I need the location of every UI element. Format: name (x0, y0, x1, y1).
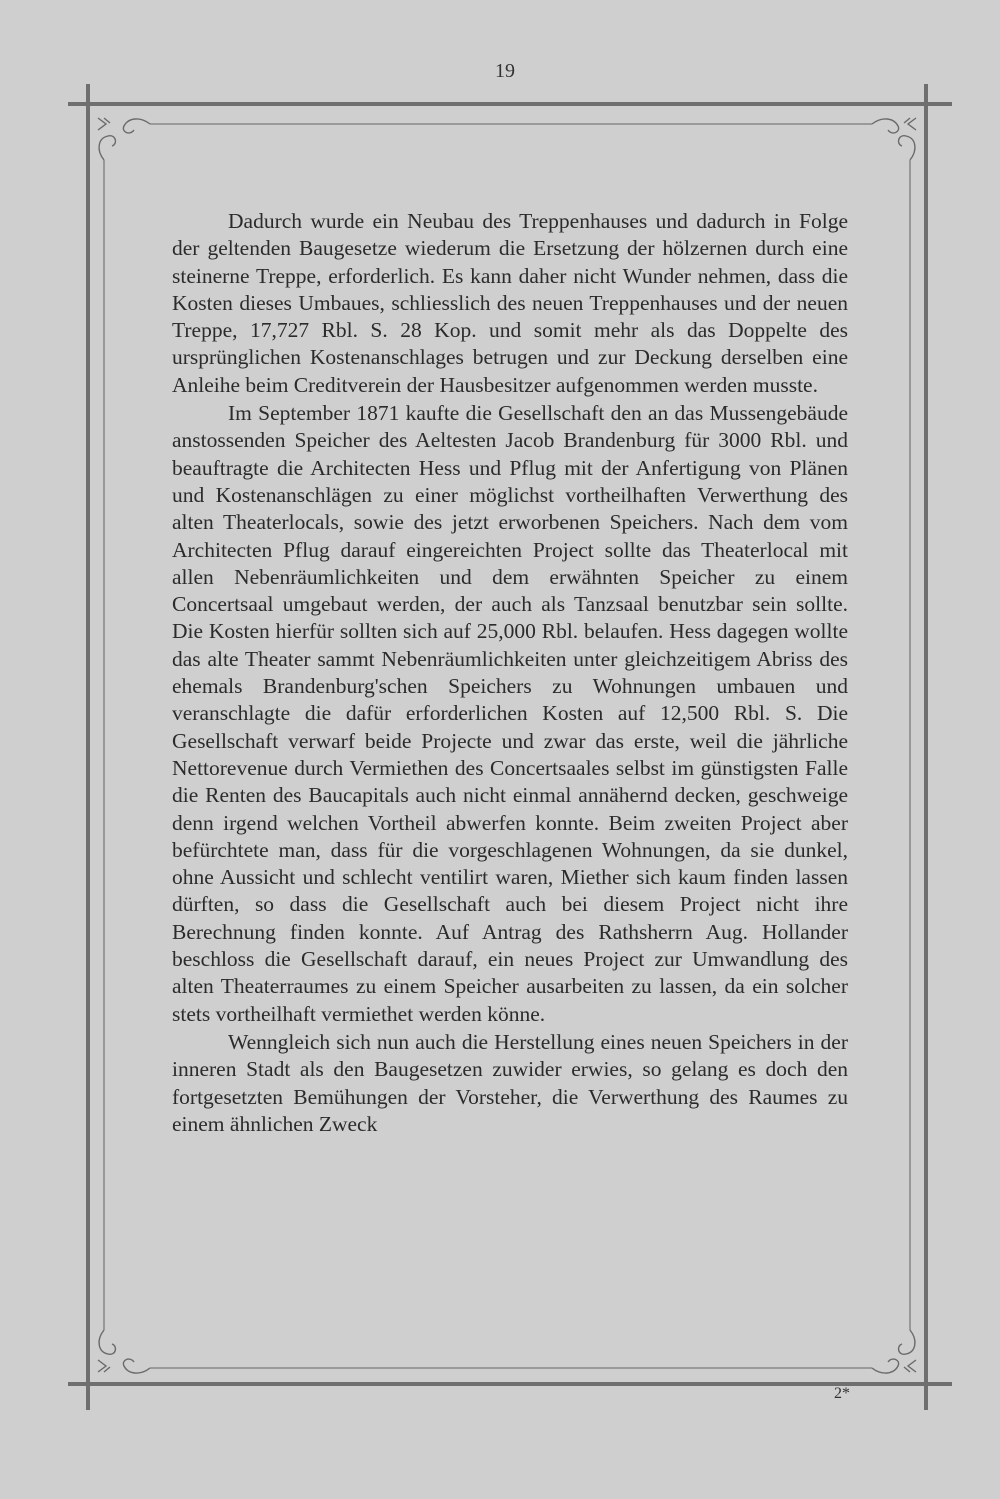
paragraph-1: Dadurch wurde ein Neubau des Treppenhauses und dadurch in Folge der geltenden Baugesetze wiederum die Ersetzung der hölzernen durch eine steinerne Treppe, erforderlich. Es kann daher nicht Wunder nehmen, dass die Kosten dieses Umbaues, schliesslich des neuen Treppenhauses und der neuen Treppe, 17,727 Rbl. S. 28 Kop. und somit mehr als das Doppelte des ursprünglichen Kostenanschlages betrugen und zur Deckung derselben eine Anleihe beim Creditverein der Hausbesitzer aufgenommen werden musste. (172, 209, 848, 397)
paragraph-2: Im September 1871 kaufte die Gesellschaft den an das Mussengebäude anstossenden Speicher des Aeltesten Jacob Brandenburg für 3000 Rbl. und beauftragte die Architecten Hess und Pflug mit der Anfertigung von Plänen und Kostenanschlägen zu einer möglichst vortheilhaften Verwerthung des alten Theaterlocals, sowie des jetzt erworbenen Speichers. Nach dem vom Architecten Pflug darauf eingereichten Project sollte das Theaterlocal mit allen Nebenräumlichkeiten und dem erwähnten Speicher zu einem Concertsaal umgebaut werden, der auch als Tanzsaal benutzbar sein sollte. Die Kosten hierfür sollten sich auf 25,000 Rbl. belaufen. Hess dagegen wollte das alte Theater sammt Nebenräumlichkeiten unter gleichzeitigem Abriss des ehemals Brandenburg'schen Speichers zu Wohnungen umbauen und veranschlagte die dafür erforderlichen Kosten auf 12,500 Rbl. S. Die Gesellschaft verwarf beide Projecte und zwar das erste, weil die jährliche Nettorevenue durch Vermiethen des Concertsaales selbst im günstigsten Falle die Renten des Baucapitals auch nicht einmal annähernd decken, geschweige denn irgend welchen Vortheil abwerfen konnte. Beim zweiten Project aber befürchtete man, dass für die vorgeschlagenen Wohnungen, da sie dunkel, ohne Aussicht und schlecht ventilirt waren, Miether sich kaum finden lassen dürften, so dass die Gesellschaft auch bei diesem Project nicht ihre Berechnung finden konnte. Auf Antrag des Rathsherrn Aug. Hollander beschloss die Gesellschaft darauf, ein neues Project zur Umwandlung des alten Theaterraumes zu einem Speicher ausarbeiten zu lassen, da ein solcher stets vortheilhaft vermiethet werden könne. (172, 401, 848, 1026)
paragraph-3: Wenngleich sich nun auch die Herstellung eines neuen Speichers in der inneren Stadt als den Baugesetzen zuwider erwies, so gelang es doch den fortgesetzten Bemühungen der Vorsteher, die Verwerthung des Raumes zu einem ähnlichen Zweck (172, 1029, 848, 1136)
page-number: 19 (495, 60, 515, 82)
body-text (172, 208, 848, 1138)
signature-mark: 2* (834, 1385, 850, 1402)
